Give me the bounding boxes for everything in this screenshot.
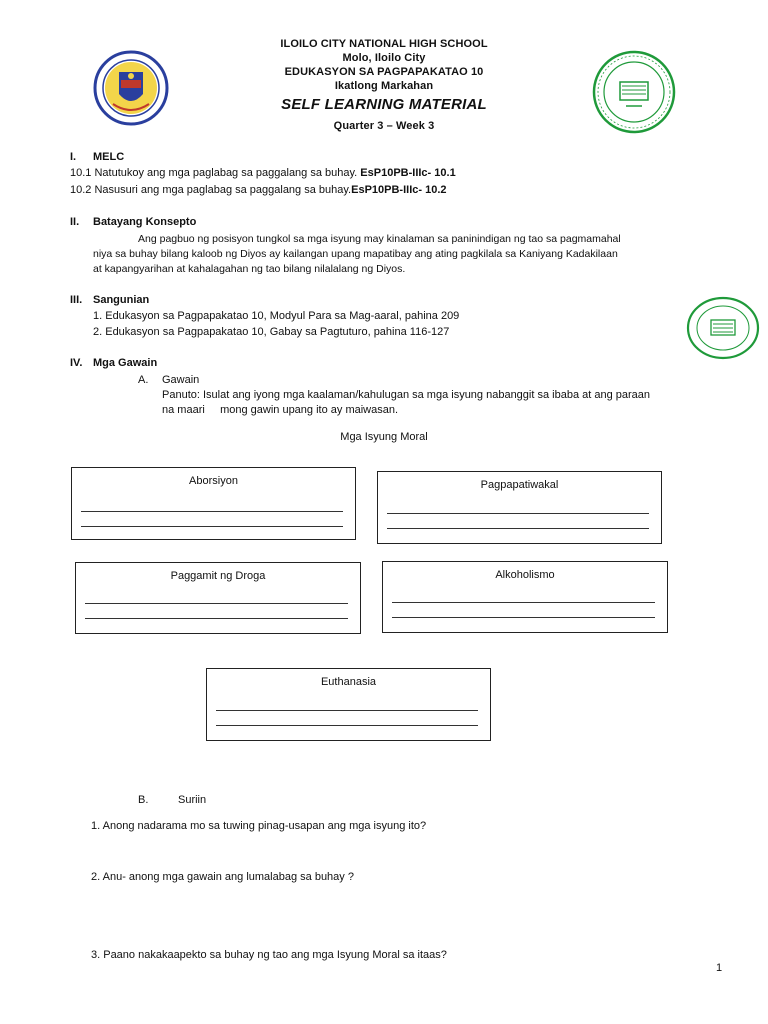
konsepto-line-1: Ang pagbuo ng posisyon tungkol sa mga isyung may kinalaman sa paninindigan ng tao sa pagmamahal [138, 233, 621, 245]
issue-box-droga [75, 562, 361, 634]
page-number: 1 [716, 962, 723, 974]
section-number-3: III. [70, 294, 83, 306]
answer-line[interactable] [387, 528, 649, 529]
school-name: ILOILO CITY NATIONAL HIGH SCHOOL [280, 38, 488, 50]
issue-box-title: Aborsiyon [189, 475, 238, 487]
melc-item-2-code: EsP10PB-IIIc- 10.2 [351, 184, 447, 196]
subsection-b-title: Suriin [178, 794, 207, 806]
answer-line[interactable] [216, 710, 478, 711]
reference-item-1: 1. Edukasyon sa Pagpapakatao 10, Modyul Para sa Mag-aaral, pahina 209 [93, 310, 460, 322]
subsection-a-title: Gawain [162, 374, 200, 386]
melc-item-1 [70, 167, 456, 179]
issue-box-title: Paggamit ng Droga [170, 570, 266, 582]
week-label: Quarter 3 – Week 3 [333, 120, 435, 132]
issue-box-title: Pagpapatiwakal [480, 479, 559, 491]
section-number-4: IV. [70, 357, 83, 369]
section-title-gawain: Mga Gawain [93, 357, 158, 369]
issue-box-aborsiyon [71, 467, 356, 540]
question-3: 3. Paano nakakaapekto sa buhay ng tao ang mga Isyung Moral sa itaas? [91, 949, 447, 961]
answer-line[interactable] [216, 725, 478, 726]
panuto-line-1: Panuto: Isulat ang iyong mga kaalaman/kahulugan sa mga isyung nabanggit sa ibaba at ang paraan [162, 389, 651, 401]
melc-item-1-text: 10.1 Natutukoy ang mga paglabag sa paggalang sa buhay. [70, 167, 361, 179]
answer-line[interactable] [85, 603, 348, 604]
section-title-melc: MELC [93, 151, 125, 163]
panuto-line-2: na maari mong gawin upang ito ay maiwasan. [162, 404, 399, 416]
reference-item-2: 2. Edukasyon sa Pagpapakatao 10, Gabay sa Pagtuturo, pahina 116-127 [93, 326, 450, 338]
page-title: SELF LEARNING MATERIAL [281, 96, 487, 113]
answer-line[interactable] [85, 618, 348, 619]
melc-item-1-code: EsP10PB-IIIc- 10.1 [360, 167, 456, 179]
melc-item-2 [70, 184, 447, 196]
quarter-label: Ikatlong Markahan [334, 80, 434, 92]
section-number-2: II. [70, 216, 80, 228]
konsepto-line-2: niya sa buhay bilang kaloob ng Diyos ay kailangan upang mapatibay ang ating pagkilala sa Kaniyang Kadakilaan [93, 248, 618, 260]
subsection-a-label: A. [138, 374, 149, 386]
isyu-heading: Mga Isyung Moral [340, 431, 428, 443]
question-1: 1. Anong nadarama mo sa tuwing pinag-usapan ang mga isyung ito? [91, 820, 427, 832]
section-title-konsepto: Batayang Konsepto [93, 216, 197, 228]
issue-box-title: Alkoholismo [495, 569, 555, 581]
issue-box-alkoholismo [382, 561, 668, 633]
school-location: Molo, Iloilo City [342, 52, 426, 64]
answer-line[interactable] [392, 602, 655, 603]
konsepto-line-3: at kapangyarihan at kahalagahan ng tao bilang nilalalang ng Diyos. [93, 263, 406, 275]
issue-box-euthanasia [206, 668, 491, 741]
section-title-sangunian: Sangunian [93, 294, 150, 306]
section-number-1: I. [70, 151, 77, 163]
issue-box-title: Euthanasia [320, 676, 377, 688]
answer-line[interactable] [81, 526, 343, 527]
subsection-b-label: B. [138, 794, 149, 806]
issue-box-pagpapatiwakal [377, 471, 662, 544]
school-seal-small-icon [686, 296, 760, 360]
subject-name: EDUKASYON SA PAGPAPAKATAO 10 [284, 66, 484, 78]
answer-line[interactable] [392, 617, 655, 618]
answer-line[interactable] [81, 511, 343, 512]
melc-item-2-text: 10.2 Nasusuri ang mga paglabag sa paggalang sa buhay. [70, 184, 352, 196]
answer-line[interactable] [387, 513, 649, 514]
question-2: 2. Anu- anong mga gawain ang lumalabag sa buhay ? [91, 871, 354, 883]
